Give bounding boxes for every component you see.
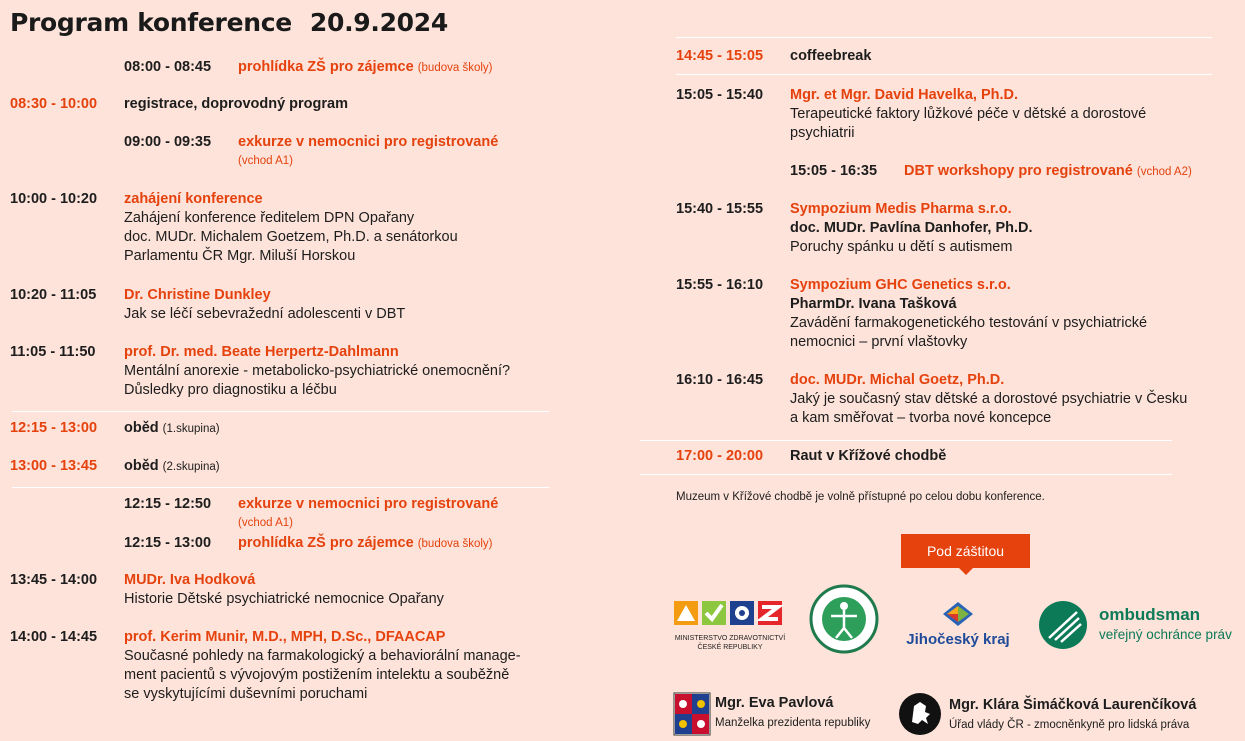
divider bbox=[676, 74, 1212, 75]
divider bbox=[12, 411, 549, 412]
museum-note: Muzeum v Křížové chodbě je volně přístupné po celou dobu konference. bbox=[676, 491, 1045, 503]
region-emblem-icon bbox=[941, 600, 975, 628]
mz-emblem-icon bbox=[672, 599, 784, 627]
conference-date: 20.9.2024 bbox=[309, 8, 448, 37]
society-seal-icon bbox=[809, 584, 879, 654]
divider bbox=[12, 487, 549, 488]
divider bbox=[640, 474, 1172, 475]
state-coat-of-arms-icon bbox=[673, 692, 711, 736]
ombudsman-emblem-icon bbox=[1037, 600, 1089, 650]
divider bbox=[676, 37, 1212, 38]
jihocesky-kraj-logo: Jihočeský kraj bbox=[902, 600, 1014, 648]
psychiatric-society-logo bbox=[809, 584, 879, 659]
patronage-badge: Pod záštitou bbox=[901, 534, 1030, 568]
ministry-of-health-logo: MINISTERSTVO ZDRAVOTNICTVÍ ČESKÉ REPUBLIKY bbox=[672, 599, 788, 652]
divider bbox=[640, 440, 1172, 441]
page-title: Program konference 20.9.2024 bbox=[10, 8, 448, 37]
lion-emblem-icon bbox=[898, 692, 942, 736]
